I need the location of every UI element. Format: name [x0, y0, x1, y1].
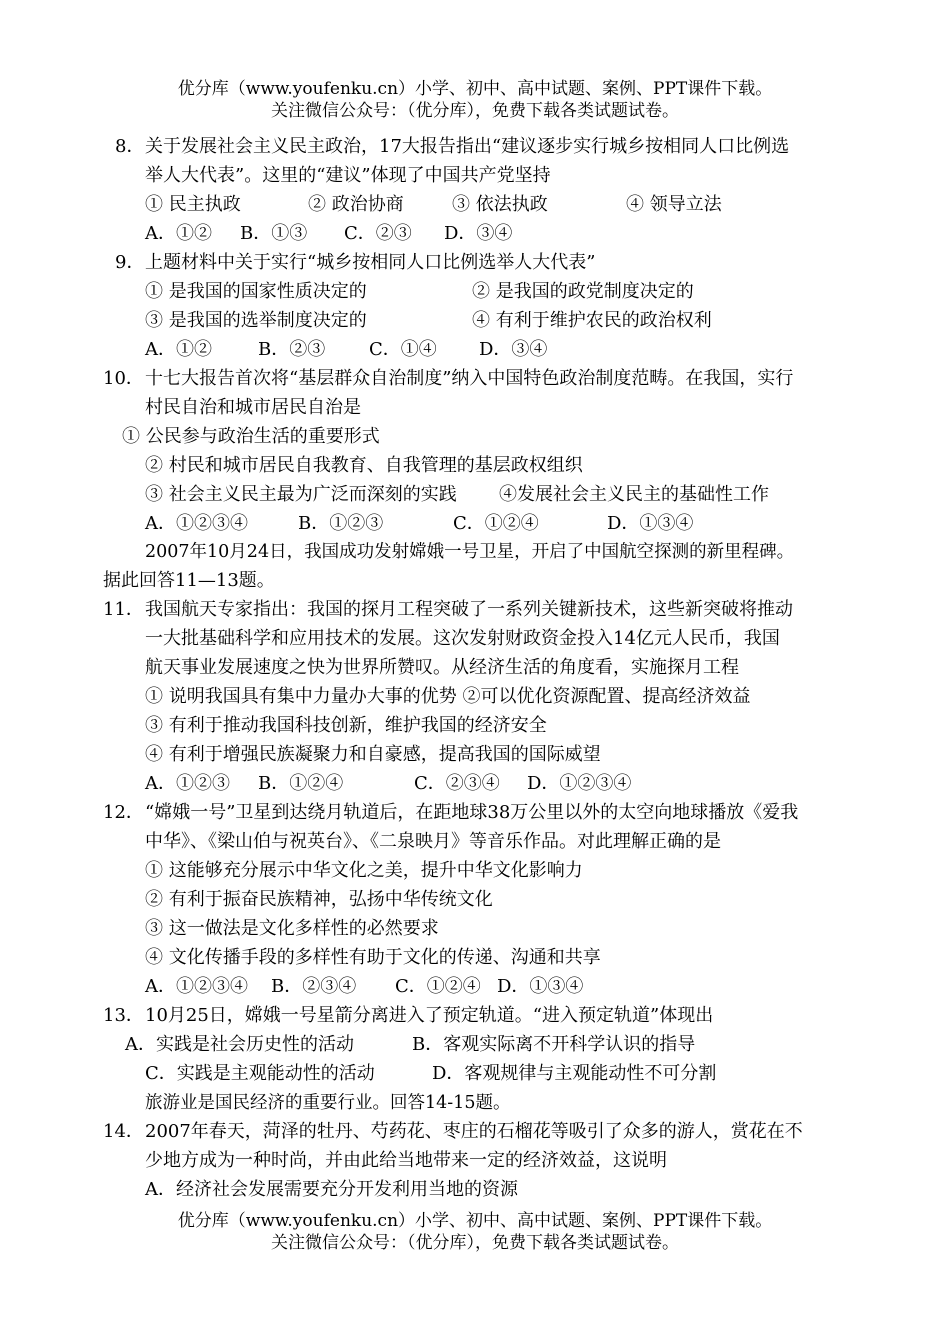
question-9-option-4: ④ 有利于维护农民的政治权利	[472, 310, 712, 331]
question-12-choice-d: D．①③④	[497, 976, 584, 997]
question-11-choice-a: A．①②③	[145, 773, 230, 794]
material-1-line-2: 据此回答11—13题。	[103, 570, 275, 591]
question-8-choice-b: B．①③	[240, 223, 308, 244]
question-8-option-4: ④ 领导立法	[626, 194, 722, 215]
question-11-choice-d: D．①②③④	[527, 773, 632, 794]
question-13-number: 13．	[103, 1005, 144, 1026]
question-12-stem-1: “嫦娥一号”卫星到达绕月轨道后，在距地球38万公里以外的太空向地球播放《爱我	[145, 802, 799, 823]
material-2-line-1: 旅游业是国民经济的重要行业。回答14-15题。	[145, 1093, 511, 1113]
question-11-stem-1: 我国航天专家指出：我国的探月工程突破了一系列关键新技术，这些新突破将推动	[145, 599, 793, 620]
question-8-option-2: ② 政治协商	[308, 194, 404, 215]
question-12-choice-a: A．①②③④	[145, 976, 248, 997]
question-12-option-1: ① 这能够充分展示中华文化之美，提升中华文化影响力	[145, 860, 583, 881]
question-11-option-3: ③ 有利于推动我国科技创新，维护我国的经济安全	[145, 715, 547, 736]
question-11-stem-3: 航天事业发展速度之快为世界所赞叹。从经济生活的角度看，实施探月工程	[145, 657, 739, 678]
question-10-number: 10．	[103, 368, 144, 389]
question-9-option-3: ③ 是我国的选举制度决定的	[145, 310, 367, 331]
question-13-choice-d: D．客观规律与主观能动性不可分割	[432, 1063, 717, 1084]
question-9-choice-c: C．①④	[369, 339, 437, 360]
question-8-option-1: ① 民主执政	[145, 194, 241, 215]
question-14-stem-1: 2007年春天，菏泽的牡丹、芍药花、枣庄的石榴花等吸引了众多的游人，赏花在不	[145, 1121, 803, 1142]
question-10-choice-c: C．①②④	[453, 513, 539, 534]
header-line-2: 关注微信公众号：（优分库），免费下载各类试题试卷。	[271, 101, 679, 121]
question-12-number: 12．	[103, 802, 144, 823]
question-9-choice-a: A．①②	[145, 339, 212, 360]
question-12-option-3: ③ 这一做法是文化多样性的必然要求	[145, 918, 439, 939]
question-12-option-4: ④ 文化传播手段的多样性有助于文化的传递、沟通和共享	[145, 947, 601, 968]
question-11-option-4: ④ 有利于增强民族凝聚力和自豪感，提高我国的国际威望	[145, 744, 601, 765]
question-9-choice-b: B．②③	[258, 339, 326, 360]
question-8-stem-2: 举人大代表”。这里的“建议”体现了中国共产党坚持	[145, 165, 551, 186]
question-13-stem-1: 10月25日，嫦娥一号星箭分离进入了预定轨道。“进入预定轨道”体现出	[145, 1005, 714, 1026]
question-11-choice-b: B．①②④	[258, 773, 344, 794]
question-10-option-2: ② 村民和城市居民自我教育、自我管理的基层政权组织	[145, 455, 583, 476]
question-13-choice-c: C．实践是主观能动性的活动	[145, 1063, 375, 1084]
question-12-choice-c: C．①②④	[395, 976, 481, 997]
question-12-choice-b: B．②③④	[271, 976, 357, 997]
question-10-choice-a: A．①②③④	[145, 513, 248, 534]
question-8-number: 8．	[115, 136, 145, 157]
material-1-line-1: 2007年10月24日，我国成功发射嫦娥一号卫星，开启了中国航空探测的新里程碑。	[145, 542, 795, 562]
question-13-choice-b: B．客观实际离不开科学认识的指导	[412, 1034, 696, 1055]
question-12-option-2: ② 有利于振奋民族精神，弘扬中华传统文化	[145, 889, 493, 910]
question-13-choice-a: A．实践是社会历史性的活动	[125, 1034, 354, 1055]
question-11-number: 11．	[103, 599, 144, 620]
question-10-option-3: ③ 社会主义民主最为广泛而深刻的实践	[145, 484, 457, 505]
question-12-stem-2: 中华》、《梁山伯与祝英台》、《二泉映月》等音乐作品。对此理解正确的是	[145, 831, 721, 852]
footer-line-2: 关注微信公众号：（优分库），免费下载各类试题试卷。	[271, 1233, 679, 1253]
question-8-choice-a: A．①②	[145, 223, 212, 244]
question-14-number: 14．	[103, 1121, 144, 1142]
question-11-stem-2: 一大批基础科学和应用技术的发展。这次发射财政资金投入14亿元人民币，我国	[145, 628, 780, 649]
question-9-number: 9．	[115, 252, 145, 273]
question-9-option-1: ① 是我国的国家性质决定的	[145, 281, 367, 302]
question-9-choice-d: D．③④	[479, 339, 548, 360]
question-8-choice-c: C．②③	[344, 223, 412, 244]
question-11-option-1-2: ① 说明我国具有集中力量办大事的优势 ②可以优化资源配置、提高经济效益	[145, 686, 751, 707]
question-8-option-3: ③ 依法执政	[452, 194, 548, 215]
question-8-choice-d: D．③④	[444, 223, 513, 244]
question-11-choice-c: C．②③④	[414, 773, 500, 794]
question-10-option-4: ④发展社会主义民主的基础性工作	[499, 484, 769, 505]
question-9-option-2: ② 是我国的政党制度决定的	[472, 281, 694, 302]
question-14-stem-2: 少地方成为一种时尚，并由此给当地带来一定的经济效益，这说明	[145, 1150, 667, 1171]
question-8-stem-1: 关于发展社会主义民主政治，17大报告指出“建议逐步实行城乡按相同人口比例选	[145, 136, 790, 157]
header-line-1: 优分库（www.youfenku.cn）小学、初中、高中试题、案例、PPT课件下载。	[177, 79, 773, 99]
question-10-choice-d: D．①③④	[607, 513, 694, 534]
question-9-stem-1: 上题材料中关于实行“城乡按相同人口比例选举人大代表”	[145, 252, 596, 273]
question-10-choice-b: B．①②③	[298, 513, 384, 534]
question-10-stem-2: 村民自治和城市居民自治是	[145, 397, 361, 418]
question-10-option-1: ① 公民参与政治生活的重要形式	[122, 426, 380, 447]
question-10-stem-1: 十七大报告首次将“基层群众自治制度”纳入中国特色政治制度范畴。在我国，实行	[145, 368, 794, 389]
footer-line-1: 优分库（www.youfenku.cn）小学、初中、高中试题、案例、PPT课件下载。	[177, 1211, 773, 1231]
question-14-choice-a: A．经济社会发展需要充分开发利用当地的资源	[145, 1179, 518, 1200]
